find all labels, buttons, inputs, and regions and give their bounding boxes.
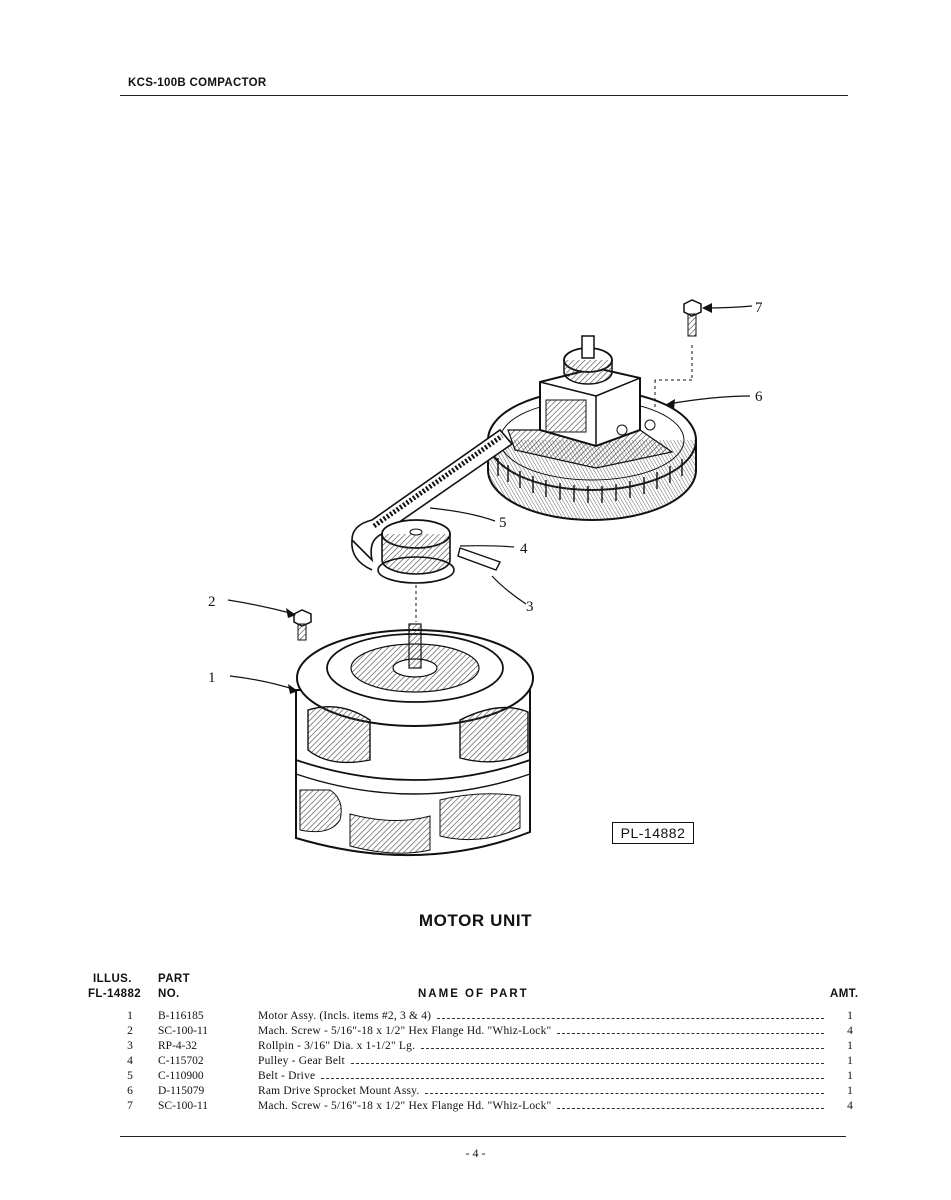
table-row [90, 1039, 860, 1054]
table-row [90, 1024, 860, 1039]
part-name-cell [258, 1039, 824, 1054]
callout-1: 1 [208, 670, 216, 686]
flange-screw-side [294, 610, 311, 640]
illus-number: 3 [127, 1040, 133, 1052]
part-number: D-115079 [158, 1085, 205, 1097]
callout-3: 3 [526, 599, 534, 615]
illus-number: 4 [127, 1055, 133, 1067]
part-number: C-110900 [158, 1070, 204, 1082]
footer-rule [120, 1136, 846, 1137]
part-name: Pulley - Gear Belt [258, 1055, 345, 1067]
pulley-and-rollpin [378, 520, 500, 622]
part-amount: 4 [847, 1100, 853, 1112]
leader-dots [351, 1063, 824, 1064]
col-header-illus-line1: ILLUS. [93, 973, 132, 985]
part-name: Belt - Drive [258, 1070, 316, 1082]
table-row [90, 1069, 860, 1084]
part-name: Rollpin - 3/16" Dia. x 1-1/2" Lg. [258, 1040, 416, 1052]
part-amount: 4 [847, 1025, 853, 1037]
plate-number-box: PL-14882 [612, 822, 694, 844]
part-name: Mach. Screw - 5/16"-18 x 1/2" Hex Flange Hd. "Whiz-Lock" [258, 1100, 552, 1112]
part-name-cell [258, 1024, 824, 1039]
flange-screw-top [655, 300, 701, 410]
part-name: Mach. Screw - 5/16"-18 x 1/2" Hex Flange Hd. "Whiz-Lock" [258, 1025, 552, 1037]
table-row [90, 1084, 860, 1099]
part-amount: 1 [847, 1055, 853, 1067]
leader-dots [421, 1048, 824, 1049]
page-number: - 4 - [465, 1146, 486, 1160]
col-header-part-line2: NO. [158, 988, 180, 1000]
callout-6: 6 [755, 389, 763, 405]
part-name-cell [258, 1099, 824, 1114]
leader-dots [557, 1108, 824, 1109]
part-number: SC-100-11 [158, 1025, 209, 1037]
part-amount: 1 [847, 1010, 853, 1022]
figure-title: MOTOR UNIT [418, 911, 533, 930]
callout-4: 4 [520, 541, 528, 557]
col-header-illus-line2: FL-14882 [88, 988, 142, 1000]
col-header-amt: AMT. [830, 988, 859, 1000]
illus-number: 5 [127, 1070, 133, 1082]
part-number: C-115702 [158, 1055, 204, 1067]
table-row [90, 1009, 860, 1024]
illus-number: 7 [127, 1100, 133, 1112]
leader-dots [321, 1078, 824, 1079]
part-name: Motor Assy. (Incls. items #2, 3 & 4) [258, 1010, 432, 1022]
col-header-name: NAME OF PART [418, 988, 529, 1000]
callout-7: 7 [755, 300, 763, 316]
part-amount: 1 [847, 1070, 853, 1082]
part-amount: 1 [847, 1040, 853, 1052]
part-amount: 1 [847, 1085, 853, 1097]
part-name-cell [258, 1009, 824, 1024]
table-row [90, 1099, 860, 1114]
sprocket-mount-assembly [488, 336, 696, 520]
parts-list [90, 1009, 860, 1114]
motor-assembly [296, 624, 533, 855]
part-number: SC-100-11 [158, 1100, 209, 1112]
table-row [90, 1054, 860, 1069]
part-name-cell [258, 1084, 824, 1099]
illus-number: 1 [127, 1010, 133, 1022]
callout-5: 5 [499, 515, 507, 531]
leader-dots [557, 1033, 824, 1034]
part-name: Ram Drive Sprocket Mount Assy. [258, 1085, 420, 1097]
part-name-cell [258, 1054, 824, 1069]
part-number: B-116185 [158, 1010, 204, 1022]
callout-2: 2 [208, 594, 216, 610]
part-name-cell [258, 1069, 824, 1084]
illus-number: 6 [127, 1085, 133, 1097]
col-header-part-line1: PART [158, 973, 191, 985]
part-number: RP-4-32 [158, 1040, 197, 1052]
leader-dots [437, 1018, 824, 1019]
leader-dots [425, 1093, 824, 1094]
document-header-title: KCS-100B COMPACTOR [128, 77, 267, 89]
illus-number: 2 [127, 1025, 133, 1037]
